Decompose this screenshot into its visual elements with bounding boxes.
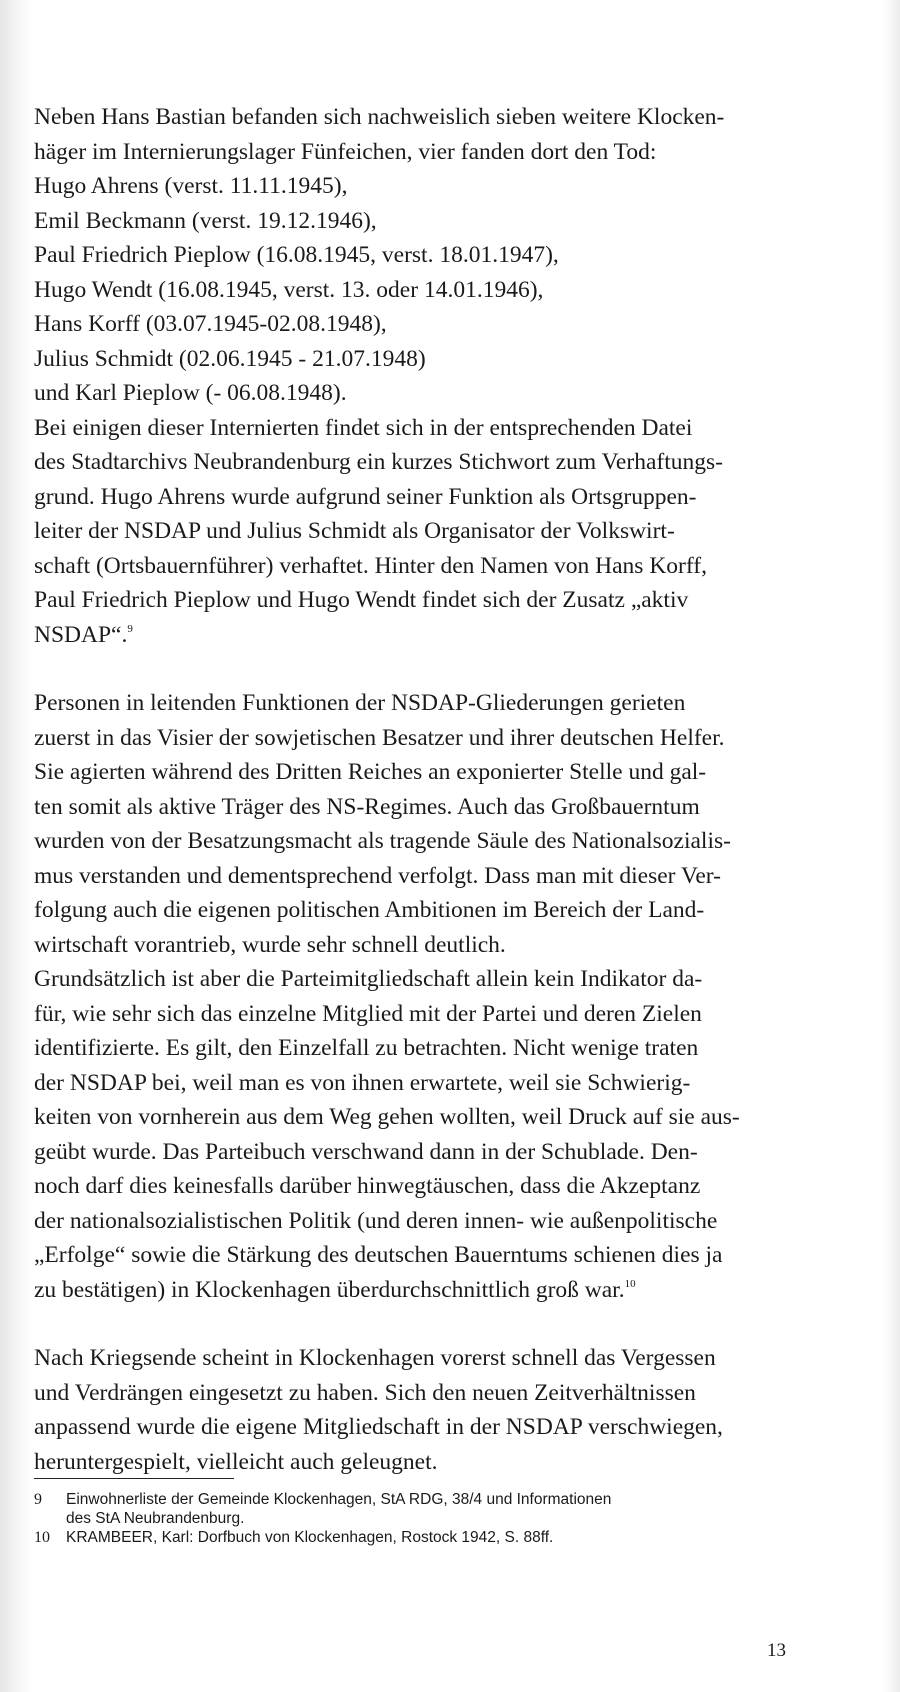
- text-line: wirtschaft vorantrieb, wurde sehr schnell deutlich.: [34, 931, 506, 958]
- text-line: schaft (Ortsbauernführer) verhaftet. Hinter den Namen von Hans Korff,: [34, 552, 707, 579]
- text-line: Personen in leitenden Funktionen der NSDAP-Gliederungen gerieten: [34, 690, 686, 716]
- text-line: heruntergespielt, vielleicht auch geleugnet.: [34, 1448, 438, 1475]
- text-line: häger im Internierungslager Fünfeichen, vier fanden dort den Tod:: [34, 138, 657, 165]
- text-line: wurden von der Besatzungsmacht als tragende Säule des Nationalsozialis-: [34, 828, 731, 854]
- text-line: [34, 618, 800, 653]
- footnote: [34, 1528, 800, 1547]
- text-line: Bei einigen dieser Internierten findet sich in der entsprechenden Datei: [34, 414, 693, 441]
- text-line: der NSDAP bei, weil man es von ihnen erwartete, weil sie Schwierig-: [34, 1069, 691, 1096]
- main-text: [34, 100, 800, 1479]
- paragraph-nsdap-functions: [34, 686, 800, 962]
- footnote-number: 9: [34, 1491, 42, 1508]
- text-line: grund. Hugo Ahrens wurde aufgrund seiner Funktion als Ortsgruppen-: [34, 483, 697, 510]
- text-line: mus verstanden und dementsprechend verfolgt. Dass man mit dieser Ver-: [34, 862, 721, 889]
- text-line: KRAMBEER, Karl: Dorfbuch von Klockenhagen, Rostock 1942, S. 88ff.: [66, 1529, 554, 1546]
- text-line: und Verdrängen eingesetzt zu haben. Sich den neuen Zeitverhältnissen: [34, 1379, 696, 1406]
- text-line: anpassend wurde die eigene Mitgliedschaft in der NSDAP verschwiegen,: [34, 1414, 723, 1440]
- text-line: Neben Hans Bastian befanden sich nachweislich sieben weitere Klocken-: [34, 104, 725, 130]
- text-line: des StA Neubrandenburg.: [66, 1510, 245, 1527]
- footnote: [34, 1490, 800, 1528]
- text-line: Paul Friedrich Pieplow und Hugo Wendt findet sich der Zusatz „aktiv: [34, 587, 689, 613]
- text-line: für, wie sehr sich das einzelne Mitglied mit der Partei und deren Zielen: [34, 1000, 702, 1027]
- text-line: Sie agierten während des Dritten Reiches an exponierter Stelle und gal-: [34, 759, 707, 785]
- footnote-reference[interactable]: 10: [624, 1277, 636, 1290]
- list-item: und Karl Pieplow (- 06.08.1948).: [34, 380, 347, 406]
- paragraph-arrest-reasons: [34, 411, 800, 653]
- text-line: Einwohnerliste der Gemeinde Klockenhagen, StA RDG, 38/4 und Informationen: [66, 1491, 612, 1508]
- footnotes: [34, 1490, 800, 1547]
- text-line: „Erfolge“ sowie die Stärkung des deutschen Bauerntums schienen dies ja: [34, 1242, 723, 1268]
- text-line: noch darf dies keinesfalls darüber hinwegtäuschen, dass die Akzeptanz: [34, 1173, 701, 1199]
- footnote-text: [66, 1490, 800, 1528]
- footnote-number: 10: [34, 1529, 50, 1546]
- list-item: Hugo Ahrens (verst. 11.11.1945),: [34, 173, 348, 199]
- text-line: folgung auch die eigenen politischen Ambitionen im Bereich der Land-: [34, 897, 705, 923]
- page-number: 13: [767, 1640, 786, 1661]
- paragraph-spacer: [34, 1307, 800, 1341]
- text-fragment: NSDAP“.: [34, 621, 128, 648]
- paragraph-internees: [34, 100, 800, 411]
- footnote-reference[interactable]: 9: [127, 622, 133, 635]
- text-line: zuerst in das Visier der sowjetischen Besatzer und ihrer deutschen Helfer.: [34, 724, 725, 751]
- text-line: keiten von vornherein aus dem Weg gehen wollten, weil Druck auf sie aus-: [34, 1104, 740, 1130]
- scan-edge-shadow: [0, 0, 34, 1692]
- list-item: Paul Friedrich Pieplow (16.08.1945, verst. 18.01.1947),: [34, 242, 559, 268]
- text-line: identifizierte. Es gilt, den Einzelfall zu betrachten. Nicht wenige traten: [34, 1035, 699, 1061]
- text-line: leiter der NSDAP und Julius Schmidt als Organisator der Volkswirt-: [34, 518, 675, 544]
- text-fragment: zu bestätigen) in Klockenhagen überdurchschnittlich groß war.: [34, 1276, 625, 1303]
- scan-edge-shadow-right: [882, 0, 900, 1692]
- text-line: geübt wurde. Das Parteibuch verschwand dann in der Schublade. Den-: [34, 1138, 698, 1165]
- paragraph-post-war: [34, 1341, 800, 1479]
- text-line: des Stadtarchivs Neubrandenburg ein kurzes Stichwort zum Verhaftungs-: [34, 449, 723, 475]
- text-line: Nach Kriegsende scheint in Klockenhagen vorerst schnell das Vergessen: [34, 1345, 716, 1371]
- list-item: Emil Beckmann (verst. 19.12.1946),: [34, 207, 377, 234]
- footnote-text: [66, 1528, 800, 1547]
- text-line: ten somit als aktive Träger des NS-Regimes. Auch das Großbauerntum: [34, 793, 700, 820]
- text-line: Grundsätzlich ist aber die Parteimitgliedschaft allein kein Indikator da-: [34, 966, 703, 992]
- list-item: Hans Korff (03.07.1945-02.08.1948),: [34, 311, 387, 337]
- text-line: [34, 1273, 800, 1308]
- list-item: Hugo Wendt (16.08.1945, verst. 13. oder 14.01.1946),: [34, 276, 544, 303]
- page-body: [34, 100, 800, 1479]
- list-item: Julius Schmidt (02.06.1945 - 21.07.1948): [34, 345, 426, 372]
- footnote-divider: [34, 1478, 234, 1479]
- paragraph-party-membership: [34, 962, 800, 1307]
- paragraph-spacer: [34, 652, 800, 686]
- text-line: der nationalsozialistischen Politik (und deren innen- wie außenpolitische: [34, 1207, 718, 1234]
